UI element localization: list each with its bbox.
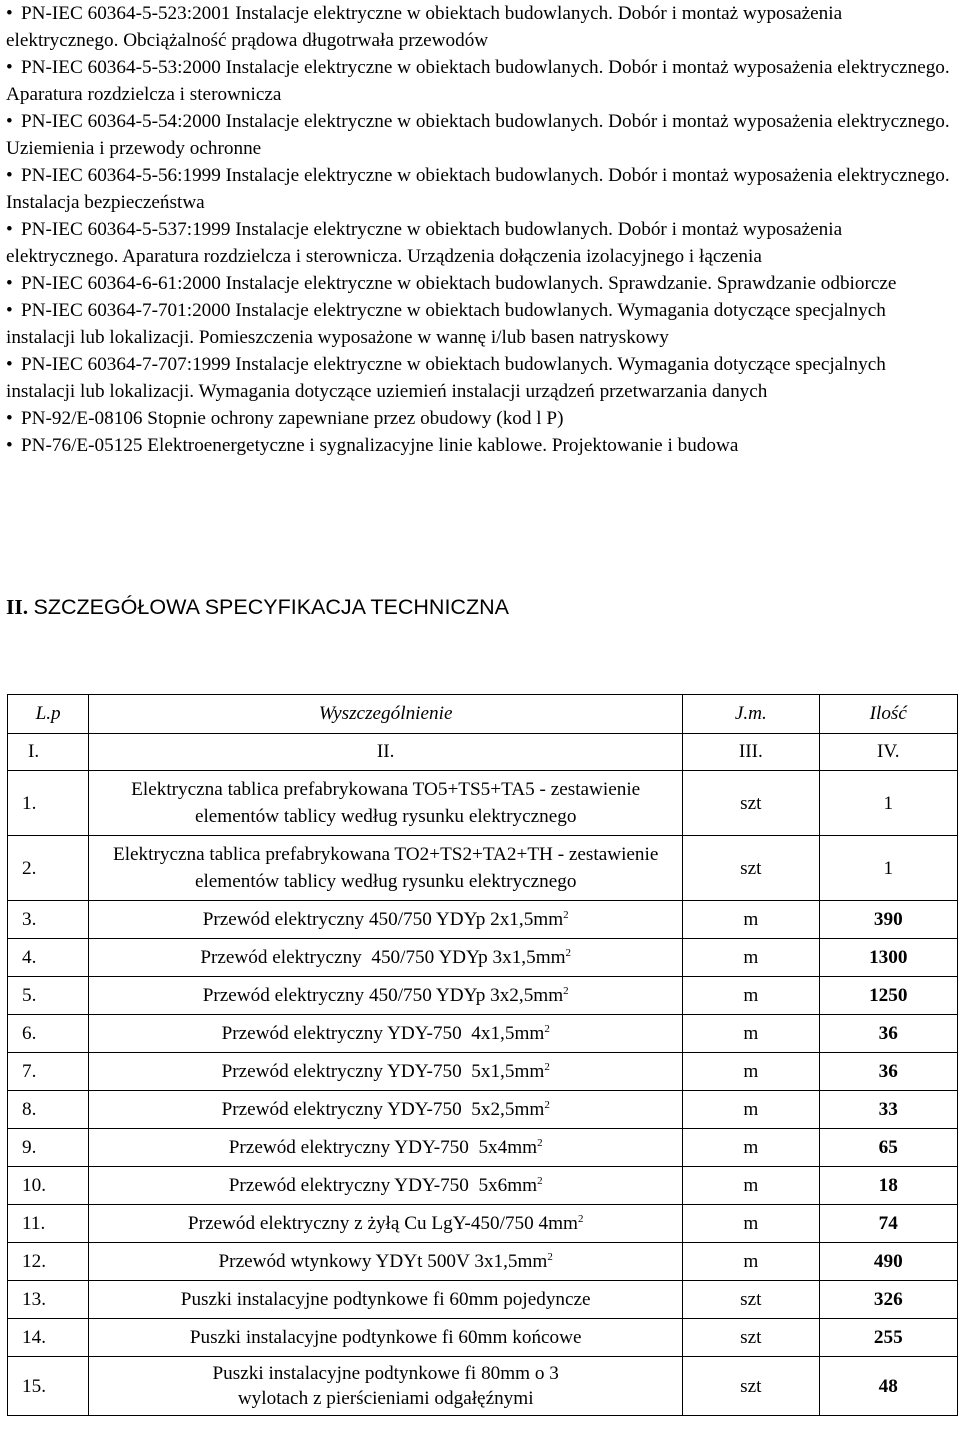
row-lp: 6.: [8, 1015, 89, 1053]
row-lp: 5.: [8, 977, 89, 1015]
table-row: [8, 939, 958, 977]
row-description: [89, 1129, 683, 1167]
superscript: 2: [544, 1098, 550, 1111]
row-unit: m: [683, 1167, 819, 1205]
row-lp: 2.: [8, 836, 89, 901]
row-description-text: Przewód elektryczny 450/750 YDYp 3x2,5mm: [202, 984, 564, 1006]
row-description-text: Przewód wtynkowy YDYt 500V 3x1,5mm: [218, 1250, 548, 1272]
superscript: 2: [565, 946, 572, 959]
table-row: [8, 1129, 958, 1167]
row-unit: m: [683, 977, 819, 1015]
row-lp: 14.: [8, 1319, 89, 1357]
row-description-text: Przewód elektryczny YDY-750 5x6mm: [228, 1174, 538, 1196]
row-unit: m: [683, 1091, 819, 1129]
table-row: [8, 1319, 958, 1357]
row-quantity: 255: [819, 1319, 957, 1357]
row-description: [89, 1243, 683, 1281]
row-quantity: 36: [819, 1053, 957, 1091]
superscript: 2: [563, 908, 569, 921]
row-description: Elektryczna tablica prefabrykowana TO2+TS2+TA2+TH - zestawienie elementów tablicy według rysunku elektrycznego: [89, 836, 683, 901]
table-row: [8, 1243, 958, 1281]
row-description-text: Przewód elektryczny YDY-750 4x1,5mm: [221, 1022, 545, 1044]
superscript: 2: [537, 1174, 543, 1187]
row-lp: 4.: [8, 939, 89, 977]
standard-item: [6, 108, 954, 162]
row-description: Puszki instalacyjne podtynkowe fi 60mm pojedyncze: [89, 1281, 683, 1319]
table-row: [8, 1091, 958, 1129]
bullet: •: [6, 165, 13, 186]
standard-item: [6, 0, 954, 54]
standard-item: [6, 351, 954, 405]
standard-item: [6, 297, 954, 351]
column-number: II.: [89, 734, 683, 771]
row-quantity: 18: [819, 1167, 957, 1205]
standard-item: [6, 216, 954, 270]
superscript: 2: [577, 1212, 584, 1225]
row-description: Elektryczna tablica prefabrykowana TO5+TS5+TA5 - zestawienie elementów tablicy według rysunku elektrycznego: [89, 771, 683, 836]
standard-text: PN-IEC 60364-7-707:1999 Instalacje elektryczne w obiektach budowlanych. Wymagania dotyczące specjalnych instalacji lub lokalizacji. Wymagania dotyczące uziemień instalacji urządzeń przetwarzania danych: [6, 354, 886, 402]
row-unit: szt: [683, 1281, 819, 1319]
table-header-row: [8, 695, 958, 734]
table-row: [8, 771, 958, 836]
row-quantity: 74: [819, 1205, 957, 1243]
superscript: 2: [537, 1136, 543, 1149]
row-unit: m: [683, 1129, 819, 1167]
standard-text: PN-76/E-05125 Elektroenergetyczne i sygnalizacyjne linie kablowe. Projektowanie i budowa: [21, 435, 739, 456]
standard-item: [6, 54, 954, 108]
standard-text: PN-IEC 60364-5-537:1999 Instalacje elektryczne w obiektach budowlanych. Dobór i montaż wyposażenia elektrycznego. Aparatura rozdzielcza i sterownicza. Urządzenia dołączenia izolacyjnego i łączenia: [6, 219, 843, 267]
standard-text: PN-IEC 60364-6-61:2000 Instalacje elektryczne w obiektach budowlanych. Sprawdzanie. Sprawdzanie odbiorcze: [21, 273, 897, 294]
row-description: Puszki instalacyjne podtynkowe fi 80mm o 3 wylotach z pierścieniami odgałęźnymi: [89, 1357, 683, 1416]
bullet: •: [6, 435, 13, 456]
standard-item: [6, 405, 954, 432]
row-description-text: Przewód elektryczny YDY-750 5x1,5mm: [221, 1060, 545, 1082]
row-description: [89, 901, 683, 939]
row-quantity: 65: [819, 1129, 957, 1167]
bullet: •: [6, 300, 13, 321]
column-number: I.: [8, 734, 89, 771]
section-number: II.: [6, 595, 34, 619]
row-lp: 1.: [8, 771, 89, 836]
row-unit: m: [683, 1053, 819, 1091]
superscript: 2: [544, 1060, 550, 1073]
row-description: Puszki instalacyjne podtynkowe fi 60mm końcowe: [89, 1319, 683, 1357]
specification-table: [7, 694, 958, 1416]
row-quantity: 326: [819, 1281, 957, 1319]
row-description: [89, 939, 683, 977]
row-lp: 11.: [8, 1205, 89, 1243]
row-description: [89, 1015, 683, 1053]
superscript: 2: [547, 1250, 553, 1263]
standard-text: PN-92/E-08106 Stopnie ochrony zapewniane przez obudowy (kod l P): [21, 408, 564, 429]
standard-text: PN-IEC 60364-5-53:2000 Instalacje elektryczne w obiektach budowlanych. Dobór i montaż wyposażenia elektrycznego. Aparatura rozdzielcza i sterownicza: [6, 57, 950, 105]
superscript: 2: [544, 1022, 550, 1035]
row-unit: m: [683, 1205, 819, 1243]
row-lp: 8.: [8, 1091, 89, 1129]
row-description-text: Przewód elektryczny YDY-750 5x4mm: [228, 1136, 538, 1158]
bullet: •: [6, 111, 13, 132]
standard-text: PN-IEC 60364-5-523:2001 Instalacje elektryczne w obiektach budowlanych. Dobór i montaż wyposażenia elektrycznego. Obciążalność prądowa długotrwała przewodów: [6, 3, 843, 51]
row-description-text: Przewód elektryczny 450/750 YDYp 2x1,5mm: [202, 908, 564, 930]
standard-item: [6, 270, 954, 297]
row-description: [89, 1091, 683, 1129]
table-row: [8, 1281, 958, 1319]
column-numbering-row: [8, 734, 958, 771]
row-unit: m: [683, 901, 819, 939]
table-row: [8, 977, 958, 1015]
row-quantity: 33: [819, 1091, 957, 1129]
row-lp: 10.: [8, 1167, 89, 1205]
row-description-text: Przewód elektryczny z żyłą Cu LgY-450/750 4mm: [187, 1212, 578, 1234]
row-lp: 15.: [8, 1357, 89, 1416]
header-description: Wyszczególnienie: [89, 695, 683, 734]
row-quantity: 1: [819, 771, 957, 836]
row-quantity: 1300: [819, 939, 957, 977]
column-number: III.: [683, 734, 819, 771]
table-row: [8, 1167, 958, 1205]
section-title: SZCZEGÓŁOWA SPECYFIKACJA TECHNICZNA: [33, 595, 509, 619]
bullet: •: [6, 57, 13, 78]
row-unit: m: [683, 939, 819, 977]
standard-text: PN-IEC 60364-5-54:2000 Instalacje elektryczne w obiektach budowlanych. Dobór i montaż wyposażenia elektrycznego. Uziemienia i przewody ochronne: [6, 111, 950, 159]
bullet: •: [6, 3, 13, 24]
row-lp: 12.: [8, 1243, 89, 1281]
row-quantity: 1: [819, 836, 957, 901]
row-lp: 13.: [8, 1281, 89, 1319]
table-row: [8, 1205, 958, 1243]
row-description: [89, 1205, 683, 1243]
row-unit: szt: [683, 1357, 819, 1416]
bullet: •: [6, 273, 13, 294]
header-lp: L.p: [8, 695, 89, 734]
row-description: [89, 977, 683, 1015]
row-lp: 3.: [8, 901, 89, 939]
row-quantity: 390: [819, 901, 957, 939]
row-description-text: Przewód elektryczny YDY-750 5x2,5mm: [221, 1098, 545, 1120]
row-lp: 9.: [8, 1129, 89, 1167]
superscript: 2: [563, 984, 569, 997]
row-unit: m: [683, 1015, 819, 1053]
row-unit: szt: [683, 1319, 819, 1357]
table-row: [8, 901, 958, 939]
row-unit: szt: [683, 836, 819, 901]
row-quantity: 490: [819, 1243, 957, 1281]
row-unit: szt: [683, 771, 819, 836]
standard-item: [6, 162, 954, 216]
row-description: [89, 1053, 683, 1091]
standard-item: [6, 432, 954, 459]
header-unit: J.m.: [683, 695, 819, 734]
table-row: [8, 1053, 958, 1091]
column-number: IV.: [819, 734, 957, 771]
table-row: [8, 1357, 958, 1416]
row-description: [89, 1167, 683, 1205]
row-lp: 7.: [8, 1053, 89, 1091]
row-quantity: 36: [819, 1015, 957, 1053]
row-description-text: Przewód elektryczny 450/750 YDYp 3x1,5mm: [200, 946, 566, 968]
table-row: [8, 836, 958, 901]
header-quantity: Ilość: [819, 695, 957, 734]
row-quantity: 1250: [819, 977, 957, 1015]
bullet: •: [6, 354, 13, 375]
standards-list: [6, 0, 954, 459]
table-row: [8, 1015, 958, 1053]
row-quantity: 48: [819, 1357, 957, 1416]
bullet: •: [6, 408, 13, 429]
standard-text: PN-IEC 60364-5-56:1999 Instalacje elektryczne w obiektach budowlanych. Dobór i montaż wyposażenia elektrycznego. Instalacja bezpieczeństwa: [6, 165, 950, 213]
section-heading: [6, 592, 509, 622]
row-unit: m: [683, 1243, 819, 1281]
standard-text: PN-IEC 60364-7-701:2000 Instalacje elektryczne w obiektach budowlanych. Wymagania dotyczące specjalnych instalacji lub lokalizacji. Pomieszczenia wyposażone w wannę i/lub basen natryskowy: [6, 300, 886, 348]
bullet: •: [6, 219, 13, 240]
